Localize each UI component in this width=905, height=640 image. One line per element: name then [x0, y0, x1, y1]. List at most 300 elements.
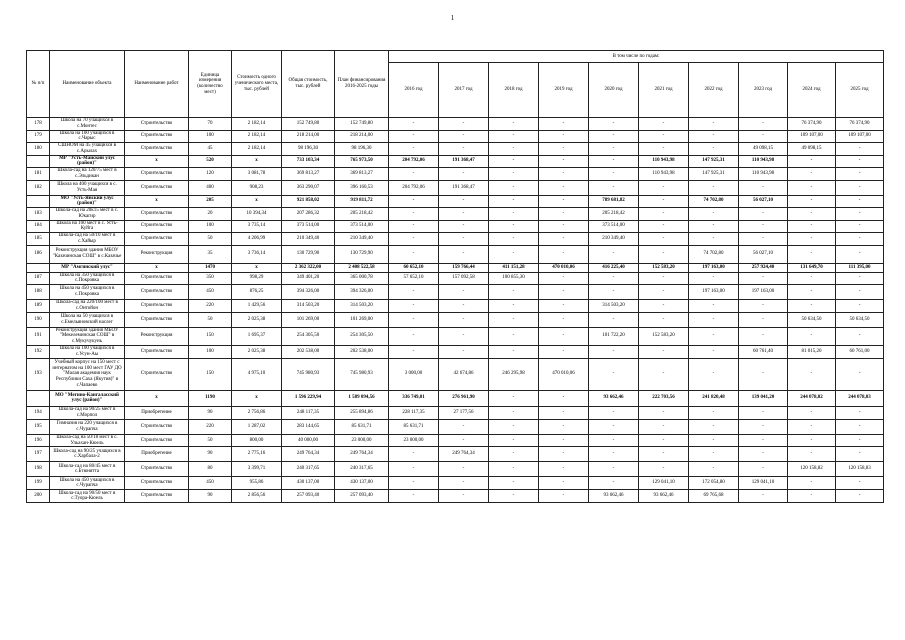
cell-year-value: - [589, 130, 639, 143]
cell-year-value: - [739, 272, 788, 285]
cell-year-value: - [539, 447, 589, 462]
cell-year-value: - [836, 285, 884, 300]
cell-year-value: - [639, 358, 689, 390]
cell-year-value: - [639, 285, 689, 300]
cell-year-value: - [539, 118, 589, 131]
cell-year-value: 27 177,56 [439, 406, 489, 419]
table-row [27, 490, 884, 503]
cell-year-value: - [439, 462, 489, 477]
cell-total: 2 362 322,00 [282, 263, 335, 272]
table-group-row [27, 390, 884, 406]
table-row [27, 406, 884, 419]
cell-total: 254 305,50 [282, 327, 335, 345]
cell-year-value: - [788, 434, 836, 447]
cell-work: Приобретение [125, 406, 189, 419]
cell-year-value: - [788, 419, 836, 434]
cell-year-value: - [836, 155, 884, 168]
cell-year-value: - [689, 312, 739, 327]
header-year: 2019 год [539, 63, 589, 118]
cell-plan: 365 000,78 [335, 272, 389, 285]
cell-year-value: 204 792,06 [389, 180, 439, 195]
cell-unit-cost: 4 975,10 [232, 358, 282, 390]
cell-year-value: 60 761,40 [739, 345, 788, 358]
cell-plan: 919 811,72 [335, 195, 389, 208]
cell-object: Школа-сад на 50/18 мест в с. Ульахан-Кюель [50, 434, 125, 447]
cell-year-value: - [539, 477, 589, 490]
cell-year-value: - [439, 419, 489, 434]
cell-year-value: - [788, 168, 836, 181]
cell-year-value: 241 820,48 [689, 390, 739, 406]
cell-year-value: - [489, 285, 539, 300]
cell-year-value: 244 078,02 [788, 390, 836, 406]
cell-year-value: - [389, 208, 439, 221]
table-row [27, 233, 884, 246]
table-header [27, 51, 884, 118]
cell-year-value: - [739, 180, 788, 195]
cell-work: Строительство [125, 490, 189, 503]
cell-year-value: - [489, 345, 539, 358]
cell-year-value: 246 295,98 [489, 358, 539, 390]
cell-plan: 257 093,40 [335, 490, 389, 503]
cell-object: Школа на 450 учащихся в с.Чурапча [50, 477, 125, 490]
cell-plan: 240 317,65 [335, 462, 389, 477]
cell-plan: 202 538,00 [335, 345, 389, 358]
cell-unit: 150 [189, 358, 232, 390]
cell-year-value: - [836, 434, 884, 447]
cell-num: 187 [27, 272, 50, 285]
cell-total: 394 326,00 [282, 285, 335, 300]
cell-year-value: - [489, 233, 539, 246]
cell-year-value: 49 098,15 [788, 143, 836, 156]
cell-num: 196 [27, 434, 50, 447]
cell-year-value: - [589, 143, 639, 156]
cell-year-value: - [389, 233, 439, 246]
cell-unit: 150 [189, 327, 232, 345]
cell-work: Строительство [125, 208, 189, 221]
table-row [27, 462, 884, 477]
cell-plan: 205 218,42 [335, 208, 389, 221]
cell-year-value: 244 078,03 [836, 390, 884, 406]
cell-year-value: - [389, 300, 439, 313]
cell-year-value: 109 107,00 [836, 130, 884, 143]
cell-year-value: - [788, 233, 836, 246]
cell-year-value: - [589, 434, 639, 447]
cell-unit: 450 [189, 285, 232, 300]
cell-year-value: - [739, 220, 788, 233]
cell-object: Школа-сад на 120/75 мест в с.Эльдикан [50, 168, 125, 181]
cell-year-value: - [489, 155, 539, 168]
cell-year-value: - [439, 208, 489, 221]
cell-unit-cost: 2 025,38 [232, 312, 282, 327]
cell-num: 188 [27, 285, 50, 300]
cell-year-value: 152 583,20 [639, 263, 689, 272]
cell-year-value: - [836, 208, 884, 221]
cell-total: 733 103,34 [282, 155, 335, 168]
cell-unit-cost: 800,00 [232, 434, 282, 447]
cell-year-value: - [389, 220, 439, 233]
cell-year-value: - [836, 358, 884, 390]
cell-year-value: - [689, 300, 739, 313]
cell-unit-cost: 876,25 [232, 285, 282, 300]
cell-year-value: - [389, 245, 439, 263]
cell-year-value: - [739, 327, 788, 345]
cell-unit-cost: 2 182,14 [232, 118, 282, 131]
cell-year-value: 110 943,98 [739, 168, 788, 181]
table-row [27, 168, 884, 181]
cell-plan: 254 305,50 [335, 327, 389, 345]
cell-year-value: 111 395,00 [836, 263, 884, 272]
cell-unit-cost: 2 025,38 [232, 345, 282, 358]
cell-year-value: 416 225,40 [589, 263, 639, 272]
cell-year-value: - [389, 327, 439, 345]
cell-year-value: - [639, 180, 689, 195]
cell-year-value: - [489, 168, 539, 181]
cell-work: Строительство [125, 312, 189, 327]
cell-year-value: - [539, 419, 589, 434]
cell-unit: 35 [189, 245, 232, 263]
cell-unit: 205 [189, 195, 232, 208]
cell-work: Строительство [125, 118, 189, 131]
cell-year-value: - [589, 447, 639, 462]
cell-total: 349 401,20 [282, 272, 335, 285]
table-row [27, 358, 884, 390]
cell-year-value: - [489, 477, 539, 490]
header-num: № п/п [27, 51, 50, 118]
cell-year-value: - [489, 447, 539, 462]
cell-work: Строительство [125, 285, 189, 300]
header-year: 2017 год [439, 63, 489, 118]
cell-year-value: - [639, 245, 689, 263]
cell-num: 198 [27, 462, 50, 477]
cell-year-value: - [836, 272, 884, 285]
cell-year-value: - [589, 345, 639, 358]
cell-year-value: - [539, 434, 589, 447]
cell-year-value: - [539, 180, 589, 195]
cell-year-value: 228 117,35 [389, 406, 439, 419]
cell-num [27, 195, 50, 208]
cell-year-value: - [439, 477, 489, 490]
cell-object: СШНОМ на 45 учащихся в с.Арылах [50, 143, 125, 156]
cell-unit: 20 [189, 208, 232, 221]
cell-unit-cost: 4 206,99 [232, 233, 282, 246]
cell-plan: 255 894,86 [335, 406, 389, 419]
cell-year-value: 93 662,46 [589, 490, 639, 503]
cell-year-value: - [589, 406, 639, 419]
cell-unit-cost: х [232, 195, 282, 208]
cell-plan: 2 408 522,58 [335, 263, 389, 272]
cell-year-value: - [489, 462, 539, 477]
cell-year-value: - [389, 447, 439, 462]
cell-year-value: - [639, 233, 689, 246]
cell-year-value: - [788, 358, 836, 390]
table-group-row [27, 263, 884, 272]
cell-year-value: - [689, 327, 739, 345]
cell-year-value: - [439, 312, 489, 327]
cell-year-value: 56 027,10 [739, 245, 788, 263]
table-row [27, 434, 884, 447]
cell-year-value: - [639, 220, 689, 233]
cell-plan: 218 214,00 [335, 130, 389, 143]
cell-total: 1 596 229,94 [282, 390, 335, 406]
cell-object: МО "Усть-Янский улус (район)" [50, 195, 125, 208]
cell-year-value: - [739, 233, 788, 246]
cell-year-value: 204 792,06 [389, 155, 439, 168]
cell-num: 184 [27, 220, 50, 233]
cell-year-value: - [689, 272, 739, 285]
cell-year-value: - [439, 285, 489, 300]
cell-num: 178 [27, 118, 50, 131]
cell-unit: 100 [189, 220, 232, 233]
cell-year-value: - [439, 345, 489, 358]
cell-year-value: - [788, 327, 836, 345]
cell-work: Строительство [125, 233, 189, 246]
cell-unit: 350 [189, 272, 232, 285]
cell-year-value: - [739, 208, 788, 221]
cell-year-value: 157 092,58 [439, 272, 489, 285]
cell-year-value: - [689, 447, 739, 462]
cell-work: Строительство [125, 462, 189, 477]
cell-unit: 45 [189, 143, 232, 156]
table-row [27, 447, 884, 462]
cell-unit: 1470 [189, 263, 232, 272]
cell-year-value: - [539, 272, 589, 285]
header-year: 2021 год [639, 63, 689, 118]
cell-year-value: - [639, 406, 689, 419]
cell-unit-cost: 3 399,71 [232, 462, 282, 477]
cell-year-value: - [836, 168, 884, 181]
cell-year-value: - [589, 462, 639, 477]
table-group-row [27, 195, 884, 208]
cell-year-value: - [489, 434, 539, 447]
cell-year-value: - [689, 143, 739, 156]
cell-total: 430 137,00 [282, 477, 335, 490]
cell-object: Школа на 450 учащихся в с.Покровка [50, 285, 125, 300]
cell-year-value: - [689, 208, 739, 221]
cell-unit-cost: 1 287,02 [232, 419, 282, 434]
cell-year-value: - [539, 462, 589, 477]
cell-unit: 90 [189, 447, 232, 462]
cell-num: 199 [27, 477, 50, 490]
cell-year-value: - [539, 390, 589, 406]
cell-unit-cost: 2 856,56 [232, 490, 282, 503]
cell-year-value: - [389, 143, 439, 156]
cell-year-value: 100 855,30 [489, 272, 539, 285]
cell-year-value: 101 722,20 [589, 327, 639, 345]
cell-year-value: 276 961,90 [439, 390, 489, 406]
cell-year-value: - [539, 300, 589, 313]
cell-work: х [125, 195, 189, 208]
cell-work: Строительство [125, 345, 189, 358]
cell-year-value: - [589, 419, 639, 434]
table-row [27, 345, 884, 358]
cell-year-value: - [836, 419, 884, 434]
cell-num: 182 [27, 180, 50, 195]
cell-year-value: 210 349,40 [589, 233, 639, 246]
cell-year-value: - [788, 490, 836, 503]
cell-year-value: - [439, 327, 489, 345]
cell-total: 210 349,40 [282, 233, 335, 246]
cell-year-value: 789 681,82 [589, 195, 639, 208]
cell-unit-cost: 3 736,14 [232, 245, 282, 263]
cell-year-value: - [389, 312, 439, 327]
header-year: 2025 год [836, 63, 884, 118]
cell-year-value: - [689, 345, 739, 358]
cell-num: 180 [27, 143, 50, 156]
table-group-row [27, 155, 884, 168]
cell-plan: 101 269,00 [335, 312, 389, 327]
cell-year-value: - [439, 300, 489, 313]
cell-year-value: 129 041,10 [639, 477, 689, 490]
cell-year-value: - [489, 208, 539, 221]
cell-year-value: - [836, 233, 884, 246]
cell-year-value: 76 374,90 [836, 118, 884, 131]
cell-object: МР "Усть-Майский улус (район)" [50, 155, 125, 168]
cell-year-value: 172 054,80 [689, 477, 739, 490]
cell-object: Реконструкция здания МБОУ "Казачинская СОШ" в с.Казачье [50, 245, 125, 263]
cell-num [27, 390, 50, 406]
table-row [27, 419, 884, 434]
cell-year-value: - [739, 312, 788, 327]
cell-unit: 50 [189, 233, 232, 246]
cell-year-value: - [836, 245, 884, 263]
cell-year-value: 120 158,83 [836, 462, 884, 477]
cell-year-value: - [539, 285, 589, 300]
cell-total: 363 290,07 [282, 180, 335, 195]
cell-year-value: - [788, 300, 836, 313]
cell-year-value: 50 634,50 [836, 312, 884, 327]
cell-year-value: - [589, 477, 639, 490]
cell-num: 197 [27, 447, 50, 462]
cell-object: Школа-сад на 220/100 мест в с.Онтойон [50, 300, 125, 313]
table-row [27, 143, 884, 156]
cell-work: Реконструкция [125, 327, 189, 345]
cell-object: Школа-сад на 90/25 учащихся в с.Харбала-2 [50, 447, 125, 462]
cell-unit-cost: 2 775,16 [232, 447, 282, 462]
cell-year-value: - [539, 327, 589, 345]
cell-year-value: - [489, 118, 539, 131]
cell-year-value: - [389, 345, 439, 358]
cell-year-value: - [739, 490, 788, 503]
cell-unit-cost: х [232, 155, 282, 168]
cell-year-value: - [639, 195, 689, 208]
cell-year-value: 60 761,00 [836, 345, 884, 358]
cell-unit-cost: 1 429,56 [232, 300, 282, 313]
cell-work: Строительство [125, 220, 189, 233]
cell-year-value: - [788, 155, 836, 168]
cell-year-value: 411 151,28 [489, 263, 539, 272]
cell-total: 248 117,35 [282, 406, 335, 419]
cell-year-value: - [489, 327, 539, 345]
header-year: 2016 год [389, 63, 439, 118]
header-year: 2020 год [589, 63, 639, 118]
cell-unit-cost: 908,23 [232, 180, 282, 195]
cell-unit-cost: 998,29 [232, 272, 282, 285]
cell-year-value: - [689, 180, 739, 195]
cell-num: 179 [27, 130, 50, 143]
cell-total: 101 269,00 [282, 312, 335, 327]
cell-year-value: - [836, 220, 884, 233]
cell-total: 373 514,00 [282, 220, 335, 233]
cell-num: 190 [27, 312, 50, 327]
cell-year-value: - [739, 447, 788, 462]
cell-year-value: 147 925,31 [689, 155, 739, 168]
cell-year-value: - [389, 118, 439, 131]
table-row [27, 118, 884, 131]
cell-unit-cost: 3 735,14 [232, 220, 282, 233]
cell-year-value: 222 703,56 [639, 390, 689, 406]
cell-year-value: 159 766,44 [439, 263, 489, 272]
cell-year-value: - [788, 272, 836, 285]
cell-year-value: - [639, 345, 689, 358]
cell-year-value: 120 158,82 [788, 462, 836, 477]
cell-num: 193 [27, 358, 50, 390]
cell-year-value: - [389, 477, 439, 490]
cell-year-value: - [389, 285, 439, 300]
cell-num: 200 [27, 490, 50, 503]
cell-year-value: - [689, 233, 739, 246]
cell-year-value: - [439, 168, 489, 181]
cell-year-value: 373 514,00 [589, 220, 639, 233]
cell-year-value: 470 010,06 [539, 358, 589, 390]
cell-year-value: - [836, 143, 884, 156]
cell-year-value: - [439, 195, 489, 208]
cell-year-value: - [689, 419, 739, 434]
cell-year-value: 50 634,50 [788, 312, 836, 327]
cell-plan: 369 813,27 [335, 168, 389, 181]
cell-unit-cost: 2 182,14 [232, 130, 282, 143]
cell-year-value: 93 662,46 [589, 390, 639, 406]
cell-year-value: - [788, 245, 836, 263]
cell-total: 98 196,30 [282, 143, 335, 156]
table-row [27, 327, 884, 345]
cell-unit: 80 [189, 462, 232, 477]
table-row [27, 245, 884, 263]
cell-year-value: - [539, 195, 589, 208]
cell-year-value: - [589, 245, 639, 263]
cell-year-value: - [489, 130, 539, 143]
cell-year-value: - [689, 434, 739, 447]
cell-plan: 765 973,50 [335, 155, 389, 168]
cell-year-value: - [389, 130, 439, 143]
cell-work: Строительство [125, 143, 189, 156]
cell-total: 257 093,40 [282, 490, 335, 503]
cell-year-value: - [788, 180, 836, 195]
cell-year-value: - [389, 462, 439, 477]
cell-year-value: - [739, 419, 788, 434]
cell-year-value: 197 163,00 [689, 263, 739, 272]
cell-total: 207 286,32 [282, 208, 335, 221]
cell-unit: 450 [189, 477, 232, 490]
cell-year-value: - [439, 118, 489, 131]
cell-num: 191 [27, 327, 50, 345]
cell-year-value: 110 943,98 [739, 155, 788, 168]
cell-year-value: - [639, 272, 689, 285]
cell-year-value: - [788, 220, 836, 233]
cell-year-value: 249 764,34 [439, 447, 489, 462]
cell-year-value: - [689, 130, 739, 143]
cell-total: 40 000,00 [282, 434, 335, 447]
cell-work: Строительство [125, 358, 189, 390]
cell-year-value: 49 098,15 [739, 143, 788, 156]
page-number: 1 [450, 14, 455, 22]
cell-unit: 90 [189, 406, 232, 419]
cell-year-value: - [439, 130, 489, 143]
header-year: 2022 год [689, 63, 739, 118]
cell-work: Строительство [125, 272, 189, 285]
cell-work: х [125, 155, 189, 168]
cell-year-value: 147 925,31 [689, 168, 739, 181]
table-row [27, 285, 884, 300]
